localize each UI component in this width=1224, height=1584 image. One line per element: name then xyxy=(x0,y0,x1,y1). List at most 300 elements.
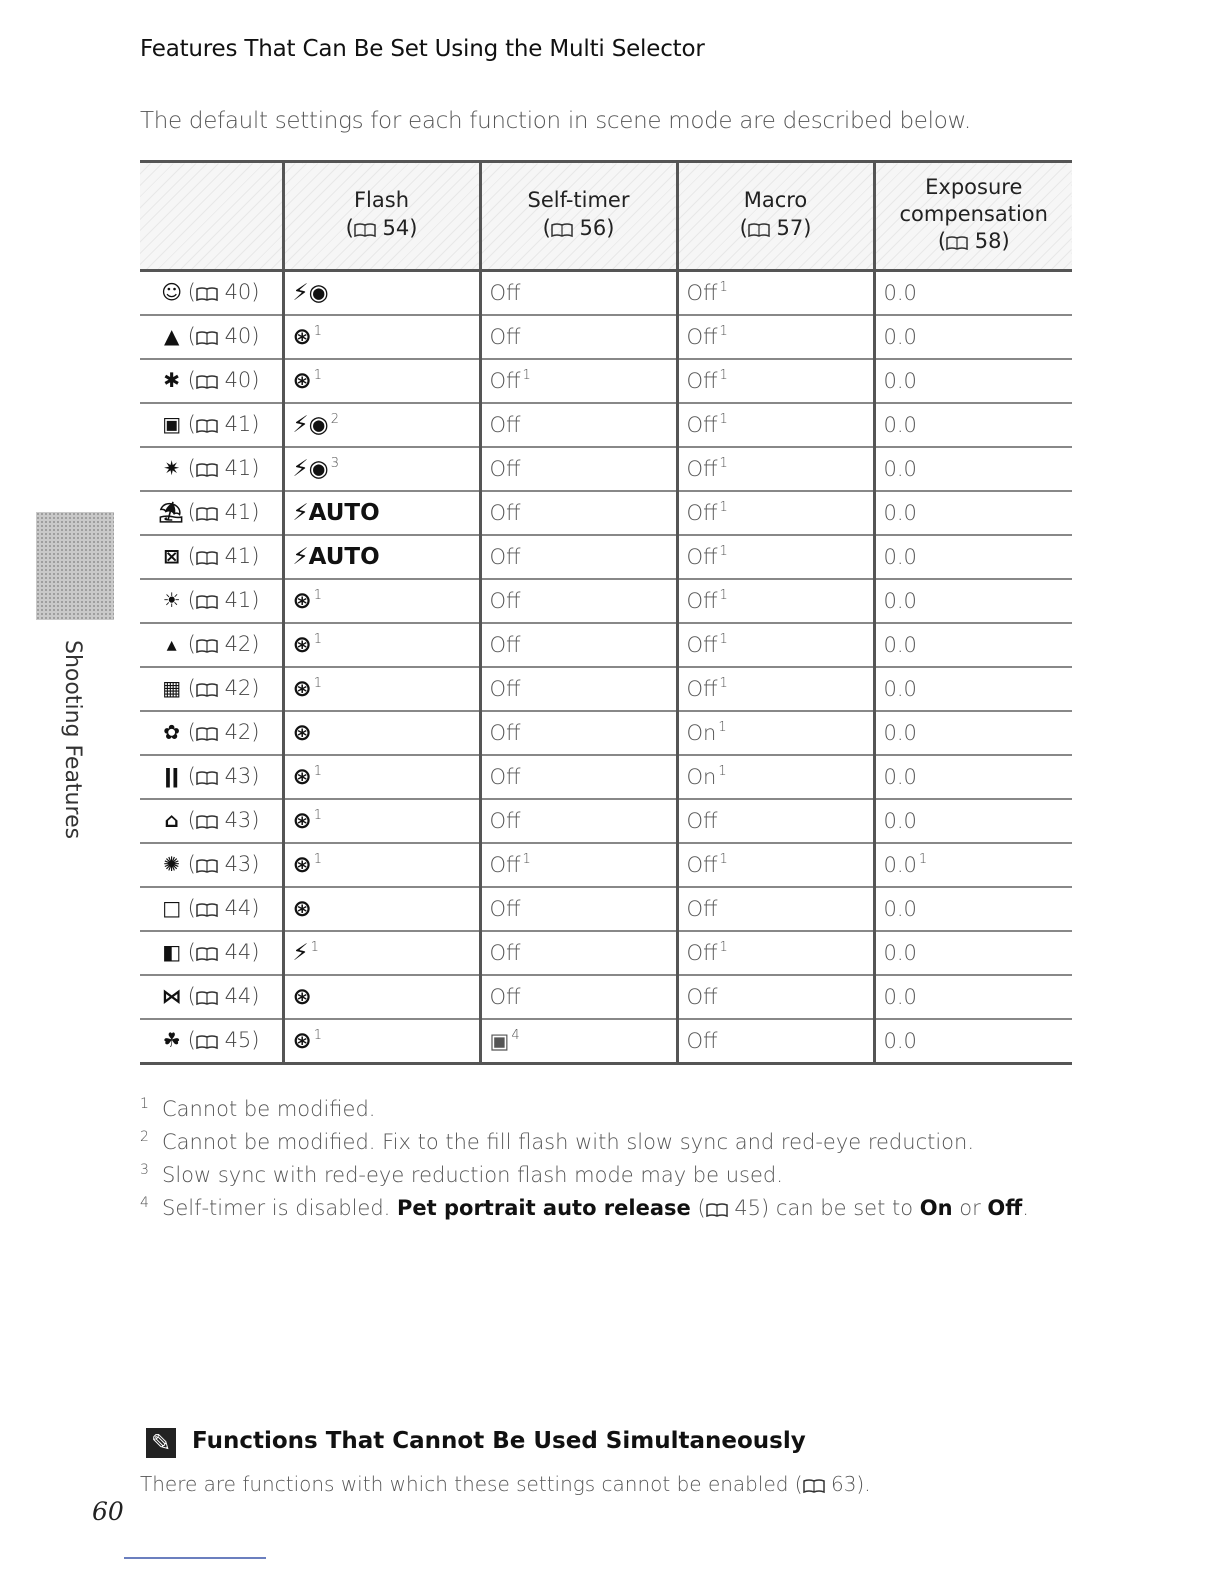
flash-cell xyxy=(283,271,480,316)
footnote-text: Off xyxy=(987,1196,1023,1220)
footnote-ref: 1 xyxy=(719,368,728,383)
exposure-cell xyxy=(874,843,1072,887)
flash-cell xyxy=(283,359,480,403)
macro-cell xyxy=(677,887,874,931)
self-timer-value: Off xyxy=(489,633,521,657)
column-header xyxy=(480,162,677,271)
exposure-cell xyxy=(874,711,1072,755)
book-icon xyxy=(196,767,218,791)
scene-cell: ✺ ( 43) xyxy=(140,843,283,887)
self-timer-cell xyxy=(480,623,677,667)
flash-mode-icon: ⚡ xyxy=(292,940,309,966)
self-timer-cell xyxy=(480,271,677,316)
footnote-ref: 1 xyxy=(313,808,323,823)
footnote-ref: 1 xyxy=(719,544,728,559)
book-icon xyxy=(196,811,218,835)
self-timer-value: Off xyxy=(489,985,521,1009)
book-icon xyxy=(196,855,218,879)
table-row xyxy=(140,667,1072,711)
flash-mode-icon: ⊛ xyxy=(292,852,312,878)
footnote-text: ( xyxy=(690,1196,706,1220)
footnote-ref: 1 xyxy=(522,368,531,383)
side-tab xyxy=(36,512,114,620)
museum-icon: ⌂ xyxy=(164,807,179,832)
self-timer-cell xyxy=(480,931,677,975)
table-row xyxy=(140,359,1072,403)
exposure-cell xyxy=(874,535,1072,579)
page-ref: 41 xyxy=(224,499,252,524)
footnote-ref: 1 xyxy=(313,368,323,383)
exposure-cell xyxy=(874,623,1072,667)
page-ref: 43 xyxy=(224,851,252,876)
self-timer-cell xyxy=(480,359,677,403)
page-ref: 41 xyxy=(224,543,252,568)
footnote-number: 1 xyxy=(140,1096,149,1112)
flash-cell xyxy=(283,755,480,799)
exposure-value: 0.0 xyxy=(883,853,917,877)
scene-cell: ⊠ ( 41) xyxy=(140,535,283,579)
exposure-value: 0.0 xyxy=(883,281,917,305)
scene-cell: ▦ ( 42) xyxy=(140,667,283,711)
self-timer-value: Off xyxy=(489,501,521,525)
table-row xyxy=(140,755,1072,799)
flash-mode-icon: ⊛ xyxy=(292,720,312,746)
scene-cell: ǀǀ ( 43) xyxy=(140,755,283,799)
footnote-text: Slow sync with red-eye reduction flash mode may be used. xyxy=(162,1163,783,1187)
table-row xyxy=(140,491,1072,535)
book-icon xyxy=(354,218,376,245)
flash-cell xyxy=(283,535,480,579)
footnote-number: 3 xyxy=(140,1162,149,1178)
macro-value: Off xyxy=(686,545,718,569)
footnote-ref: 1 xyxy=(719,676,728,691)
footnote-ref: 1 xyxy=(310,940,319,955)
macro-value: Off xyxy=(686,589,718,613)
footnote-text: 45) can be set to xyxy=(727,1196,920,1220)
flash-cell xyxy=(283,623,480,667)
self-timer-cell xyxy=(480,975,677,1019)
footnote-ref: 1 xyxy=(313,1028,323,1043)
self-timer-value: Off xyxy=(489,941,521,965)
flash-cell xyxy=(283,579,480,623)
portrait-icon: ☺ xyxy=(161,279,183,304)
exposure-cell xyxy=(874,579,1072,623)
macro-value: Off xyxy=(686,281,718,305)
page-ref: 42 xyxy=(224,719,252,744)
table-row xyxy=(140,447,1072,491)
landscape-icon: ▲ xyxy=(163,323,180,348)
book-icon xyxy=(551,218,573,245)
flash-mode-icon: ⊛ xyxy=(292,588,312,614)
macro-cell xyxy=(677,491,874,535)
exposure-value: 0.0 xyxy=(883,1029,917,1053)
flash-cell xyxy=(283,975,480,1019)
book-icon xyxy=(196,283,218,307)
self-timer-value: ▣ xyxy=(489,1029,510,1053)
exposure-value: 0.0 xyxy=(883,985,917,1009)
exposure-value: 0.0 xyxy=(883,633,917,657)
flash-mode-icon: ⚡AUTO xyxy=(292,544,380,570)
footnote-text: On xyxy=(919,1196,953,1220)
exposure-cell xyxy=(874,755,1072,799)
macro-cell xyxy=(677,975,874,1019)
macro-cell xyxy=(677,843,874,887)
scene-cell: ✷ ( 41) xyxy=(140,447,283,491)
backlighting-icon: ◧ xyxy=(162,939,182,964)
page-ref: 40 xyxy=(224,367,252,392)
flash-mode-icon: ⊛ xyxy=(292,676,312,702)
food-icon: ǀǀ xyxy=(164,763,180,788)
footnote-ref: 2 xyxy=(330,412,339,427)
column-header-label: Macro xyxy=(743,188,808,213)
column-header xyxy=(283,162,480,271)
macro-value: Off xyxy=(686,413,718,437)
self-timer-cell xyxy=(480,887,677,931)
sports-icon: ✱ xyxy=(163,367,181,392)
bottom-rule xyxy=(124,1557,266,1559)
table-row xyxy=(140,887,1072,931)
table-header-row xyxy=(140,162,1072,271)
book-icon xyxy=(196,943,218,967)
book-icon xyxy=(196,371,218,395)
exposure-value: 0.0 xyxy=(883,325,917,349)
exposure-value: 0.0 xyxy=(883,721,917,745)
column-header-ref: ( 56) xyxy=(483,215,675,245)
macro-value: Off xyxy=(686,853,718,877)
exposure-value: 0.0 xyxy=(883,457,917,481)
self-timer-cell xyxy=(480,491,677,535)
macro-cell xyxy=(677,667,874,711)
macro-value: On xyxy=(686,721,717,745)
exposure-value: 0.0 xyxy=(883,369,917,393)
footnote-ref: 1 xyxy=(918,852,928,867)
page-ref: 41 xyxy=(224,455,252,480)
book-icon xyxy=(196,679,218,703)
footnote-ref: 4 xyxy=(511,1028,520,1043)
macro-cell xyxy=(677,315,874,359)
scene-cell: ◧ ( 44) xyxy=(140,931,283,975)
exposure-cell xyxy=(874,403,1072,447)
footnote-ref: 1 xyxy=(719,324,728,339)
macro-value: Off xyxy=(686,1029,718,1053)
self-timer-value: Off xyxy=(489,281,521,305)
column-header xyxy=(874,162,1072,271)
footnote-text: Self-timer is disabled. xyxy=(162,1196,397,1220)
book-icon xyxy=(196,547,218,571)
table-row xyxy=(140,711,1072,755)
footnote xyxy=(140,1195,1100,1228)
dusk-dawn-icon: ▴ xyxy=(166,631,177,656)
footnote-text: Cannot be modified. Fix to the fill flash with slow sync and red-eye reduction. xyxy=(162,1130,975,1154)
macro-value: Off xyxy=(686,941,718,965)
self-timer-value: Off xyxy=(489,721,521,745)
footnote xyxy=(140,1162,1100,1195)
night-landscape-icon: ▦ xyxy=(162,675,182,700)
exposure-value: 0.0 xyxy=(883,413,917,437)
book-icon xyxy=(706,1199,728,1223)
panorama-icon: ⋈ xyxy=(161,983,182,1008)
beach-icon: ⛱ xyxy=(158,499,184,524)
footnote-number: 4 xyxy=(140,1195,149,1211)
scene-settings-table xyxy=(140,160,1072,1065)
self-timer-cell xyxy=(480,535,677,579)
footnote-ref: 1 xyxy=(719,456,728,471)
self-timer-cell xyxy=(480,579,677,623)
exposure-value: 0.0 xyxy=(883,501,917,525)
table-row xyxy=(140,1019,1072,1064)
page-ref: 40 xyxy=(224,279,252,304)
table-row xyxy=(140,799,1072,843)
footnote-text: Pet portrait auto release xyxy=(397,1196,691,1220)
macro-value: On xyxy=(686,765,717,789)
footnote-ref: 1 xyxy=(313,852,323,867)
table-row xyxy=(140,623,1072,667)
flash-cell xyxy=(283,843,480,887)
macro-cell xyxy=(677,359,874,403)
table-row xyxy=(140,271,1072,316)
book-icon xyxy=(196,591,218,615)
footnote-ref: 1 xyxy=(719,500,728,515)
note-title: Functions That Cannot Be Used Simultaneously xyxy=(192,1428,806,1454)
macro-cell xyxy=(677,579,874,623)
scene-cell: ✱ ( 40) xyxy=(140,359,283,403)
column-header xyxy=(140,162,283,271)
page-number: 60 xyxy=(92,1497,124,1526)
self-timer-value: Off xyxy=(489,853,521,877)
page-ref: 44 xyxy=(224,895,252,920)
table-row xyxy=(140,315,1072,359)
macro-value: Off xyxy=(686,457,718,481)
page-ref: 40 xyxy=(224,323,252,348)
exposure-cell xyxy=(874,887,1072,931)
book-icon xyxy=(196,899,218,923)
flash-cell xyxy=(283,1019,480,1064)
footnote-ref: 1 xyxy=(719,412,728,427)
column-header xyxy=(677,162,874,271)
macro-cell xyxy=(677,711,874,755)
macro-value: Off xyxy=(686,325,718,349)
flash-mode-icon: ⚡◉ xyxy=(292,456,329,482)
scene-cell: ☺ ( 40) xyxy=(140,271,283,316)
page-ref: 41 xyxy=(224,587,252,612)
flash-mode-icon: ⊛ xyxy=(292,764,312,790)
exposure-cell xyxy=(874,359,1072,403)
sunset-icon: ☀ xyxy=(162,587,181,612)
footnote-ref: 1 xyxy=(719,280,728,295)
exposure-cell xyxy=(874,271,1072,316)
self-timer-cell xyxy=(480,667,677,711)
book-icon xyxy=(196,987,218,1011)
page-ref: 42 xyxy=(224,675,252,700)
macro-cell xyxy=(677,271,874,316)
macro-value: Off xyxy=(686,985,718,1009)
self-timer-cell xyxy=(480,403,677,447)
page-ref: 54 xyxy=(382,215,410,240)
self-timer-value: Off xyxy=(489,457,521,481)
macro-value: Off xyxy=(686,369,718,393)
flash-cell xyxy=(283,931,480,975)
footnote-text: Cannot be modified. xyxy=(162,1097,376,1121)
intro-text: The default settings for each function in scene mode are described below. xyxy=(140,108,971,134)
self-timer-cell xyxy=(480,755,677,799)
scene-cell: ☘ ( 45) xyxy=(140,1019,283,1064)
book-icon xyxy=(196,459,218,483)
exposure-cell xyxy=(874,667,1072,711)
flash-mode-icon: ⊛ xyxy=(292,1028,312,1054)
pencil-note-icon: ✎ xyxy=(146,1428,176,1458)
self-timer-value: Off xyxy=(489,589,521,613)
flash-mode-icon: ⊛ xyxy=(292,368,312,394)
page-ref: 43 xyxy=(224,807,252,832)
scene-cell: ▴ ( 42) xyxy=(140,623,283,667)
exposure-value: 0.0 xyxy=(883,809,917,833)
footnote-ref: 1 xyxy=(522,852,531,867)
copy-icon: □ xyxy=(162,895,182,920)
table-row xyxy=(140,931,1072,975)
table-row xyxy=(140,579,1072,623)
table-row xyxy=(140,975,1072,1019)
flash-mode-icon: ⚡AUTO xyxy=(292,500,380,526)
flash-cell xyxy=(283,667,480,711)
macro-value: Off xyxy=(686,897,718,921)
footnote-ref: 1 xyxy=(719,940,728,955)
self-timer-cell xyxy=(480,447,677,491)
footnote-ref: 1 xyxy=(313,632,323,647)
macro-value: Off xyxy=(686,677,718,701)
side-tab-label: Shooting Features xyxy=(60,640,85,840)
exposure-cell xyxy=(874,1019,1072,1064)
self-timer-cell xyxy=(480,315,677,359)
exposure-cell xyxy=(874,315,1072,359)
self-timer-value: Off xyxy=(489,369,521,393)
table-row xyxy=(140,403,1072,447)
self-timer-value: Off xyxy=(489,545,521,569)
table-row xyxy=(140,535,1072,579)
exposure-cell xyxy=(874,447,1072,491)
flash-cell xyxy=(283,887,480,931)
note-text: There are functions with which these settings cannot be enabled ( 63). xyxy=(140,1472,871,1499)
scene-cell: ⋈ ( 44) xyxy=(140,975,283,1019)
flash-mode-icon: ⊛ xyxy=(292,984,312,1010)
column-header-ref: ( 54) xyxy=(286,215,478,245)
self-timer-cell xyxy=(480,711,677,755)
page-ref: 42 xyxy=(224,631,252,656)
book-icon xyxy=(196,723,218,747)
macro-cell xyxy=(677,1019,874,1064)
self-timer-cell xyxy=(480,799,677,843)
footnote-ref: 1 xyxy=(313,324,323,339)
exposure-cell xyxy=(874,975,1072,1019)
book-icon xyxy=(196,415,218,439)
footnote-ref: 1 xyxy=(718,764,727,779)
footnote-ref: 1 xyxy=(718,720,727,735)
macro-cell xyxy=(677,447,874,491)
self-timer-value: Off xyxy=(489,809,521,833)
footnote xyxy=(140,1096,1100,1129)
flash-mode-icon: ⊛ xyxy=(292,632,312,658)
exposure-value: 0.0 xyxy=(883,941,917,965)
scene-cell: ▲ ( 40) xyxy=(140,315,283,359)
pet-portrait-icon: ☘ xyxy=(162,1027,181,1052)
footnote-ref: 1 xyxy=(719,632,728,647)
book-icon xyxy=(196,327,218,351)
scene-cell: ☀ ( 41) xyxy=(140,579,283,623)
exposure-value: 0.0 xyxy=(883,677,917,701)
scene-cell: □ ( 44) xyxy=(140,887,283,931)
footnote-ref: 1 xyxy=(313,676,323,691)
flash-mode-icon: ⚡◉ xyxy=(292,412,329,438)
macro-cell xyxy=(677,403,874,447)
scene-cell: ▣ ( 41) xyxy=(140,403,283,447)
page-ref: 56 xyxy=(579,215,607,240)
column-header-label: Self-timer xyxy=(527,188,630,213)
flash-cell xyxy=(283,491,480,535)
column-header-label: Flash xyxy=(353,188,410,213)
book-icon xyxy=(196,635,218,659)
scene-cell: ✿ ( 42) xyxy=(140,711,283,755)
flash-cell xyxy=(283,315,480,359)
book-icon xyxy=(196,503,218,527)
section-title: Features That Can Be Set Using the Multi Selector xyxy=(140,36,705,62)
self-timer-value: Off xyxy=(489,413,521,437)
table-row xyxy=(140,843,1072,887)
macro-cell xyxy=(677,755,874,799)
page-ref: 45 xyxy=(224,1027,252,1052)
page-ref: 43 xyxy=(224,763,252,788)
flash-mode-icon: ⊛ xyxy=(292,324,312,350)
self-timer-value: Off xyxy=(489,765,521,789)
column-header-label: Exposure compensation xyxy=(899,174,1048,226)
flash-cell xyxy=(283,403,480,447)
close-up-icon: ✿ xyxy=(163,719,181,744)
flash-cell xyxy=(283,711,480,755)
column-header-ref: ( 58) xyxy=(877,228,1072,258)
night-portrait-icon: ▣ xyxy=(162,411,182,436)
flash-cell xyxy=(283,799,480,843)
macro-cell xyxy=(677,535,874,579)
page-ref: 57 xyxy=(776,215,804,240)
self-timer-cell xyxy=(480,1019,677,1064)
self-timer-cell xyxy=(480,843,677,887)
fireworks-icon: ✺ xyxy=(163,851,181,876)
macro-cell xyxy=(677,623,874,667)
footnote-ref: 3 xyxy=(330,456,339,471)
flash-cell xyxy=(283,447,480,491)
self-timer-value: Off xyxy=(489,677,521,701)
footnote-ref: 1 xyxy=(719,852,728,867)
self-timer-value: Off xyxy=(489,325,521,349)
flash-mode-icon: ⚡◉ xyxy=(292,280,329,306)
page-ref: 41 xyxy=(224,411,252,436)
footnote-ref: 1 xyxy=(719,588,728,603)
book-icon xyxy=(946,231,968,258)
footnote-number: 2 xyxy=(140,1129,149,1145)
page-ref: 58 xyxy=(974,229,1002,254)
book-icon xyxy=(748,218,770,245)
footnotes xyxy=(140,1096,1100,1228)
macro-value: Off xyxy=(686,633,718,657)
footnote-ref: 1 xyxy=(313,588,323,603)
macro-value: Off xyxy=(686,501,718,525)
column-header-ref: ( 57) xyxy=(680,215,872,245)
page-ref: 44 xyxy=(224,983,252,1008)
exposure-value: 0.0 xyxy=(883,765,917,789)
footnote-text: . xyxy=(1022,1196,1029,1220)
macro-cell xyxy=(677,931,874,975)
book-icon xyxy=(803,1475,825,1499)
exposure-value: 0.0 xyxy=(883,589,917,613)
macro-value: Off xyxy=(686,809,718,833)
